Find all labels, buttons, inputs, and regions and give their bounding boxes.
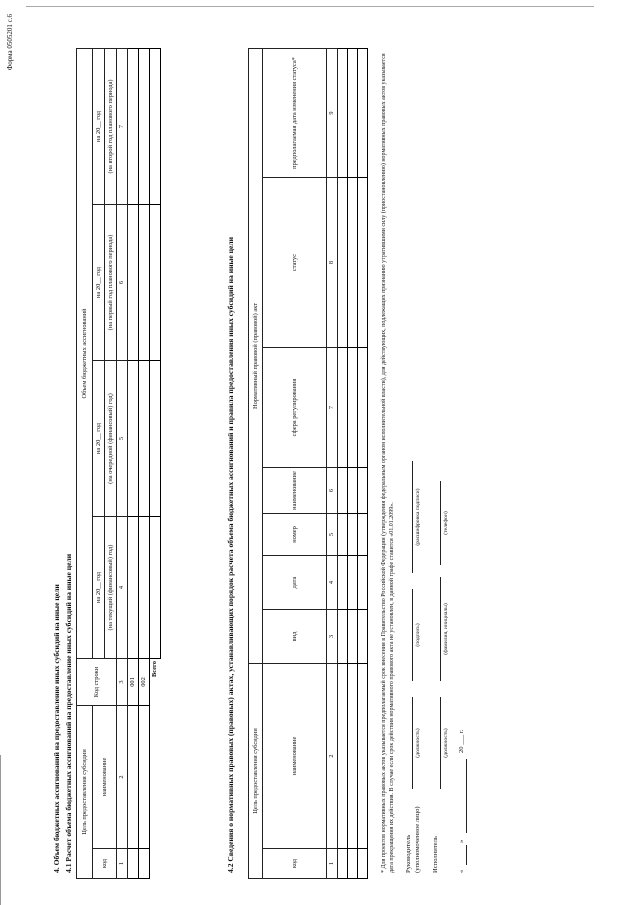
cell-code[interactable] <box>128 849 139 879</box>
column-number-row <box>117 48 128 878</box>
table-row <box>358 48 368 878</box>
executor-position-caption: (должность) <box>443 728 449 758</box>
head-decode-line[interactable] <box>412 461 413 573</box>
cell-year1[interactable] <box>139 517 150 659</box>
table-row <box>338 48 348 878</box>
cell-year3[interactable] <box>139 205 150 361</box>
cell-name[interactable] <box>348 664 358 849</box>
cell-name[interactable] <box>139 706 150 849</box>
date-year: 20 ___ г. <box>458 729 465 753</box>
total-year1[interactable] <box>150 517 161 659</box>
code-header: код <box>263 849 327 879</box>
year3-header: на 20__ год <box>93 205 105 361</box>
column-number: 6 <box>117 205 128 361</box>
total-row <box>150 48 161 878</box>
head-label: Руководитель <box>405 834 412 873</box>
date-quote-open: « <box>458 869 465 873</box>
cell-code[interactable] <box>139 849 150 879</box>
section-4-1-title: 4.1 Расчет объема бюджетных ассигнований на предоставление иных субсидий на иные цели <box>64 553 73 873</box>
table-row <box>128 48 139 878</box>
executor-label: Исполнитель <box>432 836 439 873</box>
cell-title[interactable] <box>358 468 368 514</box>
status-header: статус <box>263 178 327 348</box>
act-group-header: Нормативный правовой (правовой) акт <box>249 48 263 663</box>
cell-year2[interactable] <box>128 361 139 517</box>
cell-sphere[interactable] <box>348 348 358 468</box>
cell-number[interactable] <box>358 514 368 556</box>
column-number: 3 <box>117 659 128 706</box>
total-spacer <box>150 706 161 849</box>
head-label-2: (уполномоченное лицо) <box>414 806 421 873</box>
cell-title[interactable] <box>348 468 358 514</box>
cell-status[interactable] <box>348 178 358 348</box>
cell-code[interactable] <box>358 849 368 879</box>
year1-caption: (на текущий (финансовый) год) <box>105 517 117 659</box>
scan-edge-line <box>26 6 594 7</box>
cell-status-date[interactable] <box>348 48 358 177</box>
year1-header: на 20__ год <box>93 517 105 659</box>
date-day-line[interactable] <box>466 845 467 865</box>
cell-year4[interactable] <box>139 48 150 204</box>
total-spacer <box>150 849 161 879</box>
line-code-header: Код строки <box>77 659 117 706</box>
sphere-header: сфера регулирования <box>263 348 327 468</box>
column-number: 1 <box>117 849 128 879</box>
status-date-header: предполагаемая дата изменения статуса* <box>263 48 327 177</box>
signature-caption: (подпись) <box>415 623 421 647</box>
form-code: Форма 0505201 с.6 <box>6 14 14 71</box>
date-quote-close: » <box>458 839 465 843</box>
year2-header: на 20__ год <box>93 361 105 517</box>
cell-status-date[interactable] <box>358 48 368 177</box>
column-number: 4 <box>117 517 128 659</box>
cell-code[interactable] <box>348 849 358 879</box>
section-4-title: 4. Объем бюджетных ассигнований на предоставление иных субсидий на иные цели <box>52 584 61 873</box>
cell-date[interactable] <box>348 556 358 610</box>
phone-caption: (телефон) <box>443 511 449 535</box>
year3-caption: (на первый год планового периода) <box>105 205 117 361</box>
cell-year1[interactable] <box>128 517 139 659</box>
column-number: 4 <box>327 556 338 610</box>
table-row <box>348 48 358 878</box>
column-number: 7 <box>327 348 338 468</box>
cell-status[interactable] <box>338 178 348 348</box>
scan-corner-line <box>0 755 2 905</box>
code-header: код <box>93 849 117 879</box>
total-year4[interactable] <box>150 48 161 204</box>
date-month-line[interactable] <box>466 759 467 833</box>
legal-acts-table <box>248 48 368 879</box>
executor-position-line[interactable] <box>440 697 441 789</box>
name-header: наименование <box>93 706 117 849</box>
year2-caption: (на очередной (финансовый) год) <box>105 361 117 517</box>
column-number: 6 <box>327 468 338 514</box>
column-number: 9 <box>327 48 338 177</box>
year4-caption: (на второй год планового периода) <box>105 48 117 204</box>
column-number: 3 <box>327 610 338 664</box>
cell-name[interactable] <box>338 664 348 849</box>
year4-header: на 20__ год <box>93 48 105 204</box>
cell-line-code: 002 <box>139 659 150 706</box>
footnote: * Для проектов нормативных правовых актов указывается предполагаемый срок внесения в Правительство Российской Федерации (утверждения федеральным органом исполнительной власти), для действующих, подлежащих признанию утратившими силу (приостановлению) нормативных правовых актов указывается дата прекращения их действия. В случае если срок действия нормативного правового акта не установлен, в данной графе ставится «01.01.2099». <box>381 53 396 873</box>
head-position-line[interactable] <box>412 697 413 789</box>
cell-year3[interactable] <box>128 205 139 361</box>
column-number-row <box>327 48 338 878</box>
volume-group-header: Объем бюджетных ассигнований <box>77 48 93 658</box>
date-header: дата <box>263 556 327 610</box>
cell-sphere[interactable] <box>338 348 348 468</box>
cell-year2[interactable] <box>139 361 150 517</box>
title-header: наименование <box>263 468 327 514</box>
column-number: 5 <box>327 514 338 556</box>
total-year3[interactable] <box>150 205 161 361</box>
column-number: 1 <box>327 849 338 879</box>
column-number: 2 <box>117 706 128 849</box>
total-year2[interactable] <box>150 361 161 517</box>
budget-allocation-table <box>76 48 161 879</box>
head-signature-line[interactable] <box>412 589 413 681</box>
cell-type[interactable] <box>358 610 368 664</box>
cell-type[interactable] <box>338 610 348 664</box>
column-number: 7 <box>117 48 128 204</box>
number-header: номер <box>263 514 327 556</box>
cell-type[interactable] <box>348 610 358 664</box>
cell-status-date[interactable] <box>338 48 348 177</box>
cell-line-code: 001 <box>128 659 139 706</box>
goal-group-header: Цель предоставления субсидии <box>77 706 93 879</box>
goal-group-header: Цель предоставления субсидии <box>249 664 263 879</box>
executor-name-line[interactable] <box>440 577 441 681</box>
cell-date[interactable] <box>358 556 368 610</box>
total-label: Всего <box>151 661 158 677</box>
cell-name[interactable] <box>358 664 368 849</box>
cell-name[interactable] <box>128 706 139 849</box>
column-number: 2 <box>327 664 338 849</box>
section-4-2-title: 4.2 Сведения о нормативных правовых (правовых) актах, устанавливающих порядок расчета объема бюджетных ассигнований и правила предоставления иных субсидий на иные цели <box>226 236 235 873</box>
position-caption: (должность) <box>415 728 421 758</box>
executor-phone-line[interactable] <box>440 481 441 565</box>
name-caption: (фамилия, инициалы) <box>443 603 449 655</box>
cell-status[interactable] <box>358 178 368 348</box>
type-header: вид <box>263 610 327 664</box>
cell-number[interactable] <box>338 514 348 556</box>
cell-date[interactable] <box>338 556 348 610</box>
cell-sphere[interactable] <box>358 348 368 468</box>
table-row <box>139 48 150 878</box>
column-number: 5 <box>117 361 128 517</box>
cell-year4[interactable] <box>128 48 139 204</box>
cell-title[interactable] <box>338 468 348 514</box>
name-header: наименование <box>263 664 327 849</box>
cell-number[interactable] <box>348 514 358 556</box>
cell-code[interactable] <box>338 849 348 879</box>
column-number: 8 <box>327 178 338 348</box>
decode-caption: (расшифровка подписи) <box>415 488 421 546</box>
